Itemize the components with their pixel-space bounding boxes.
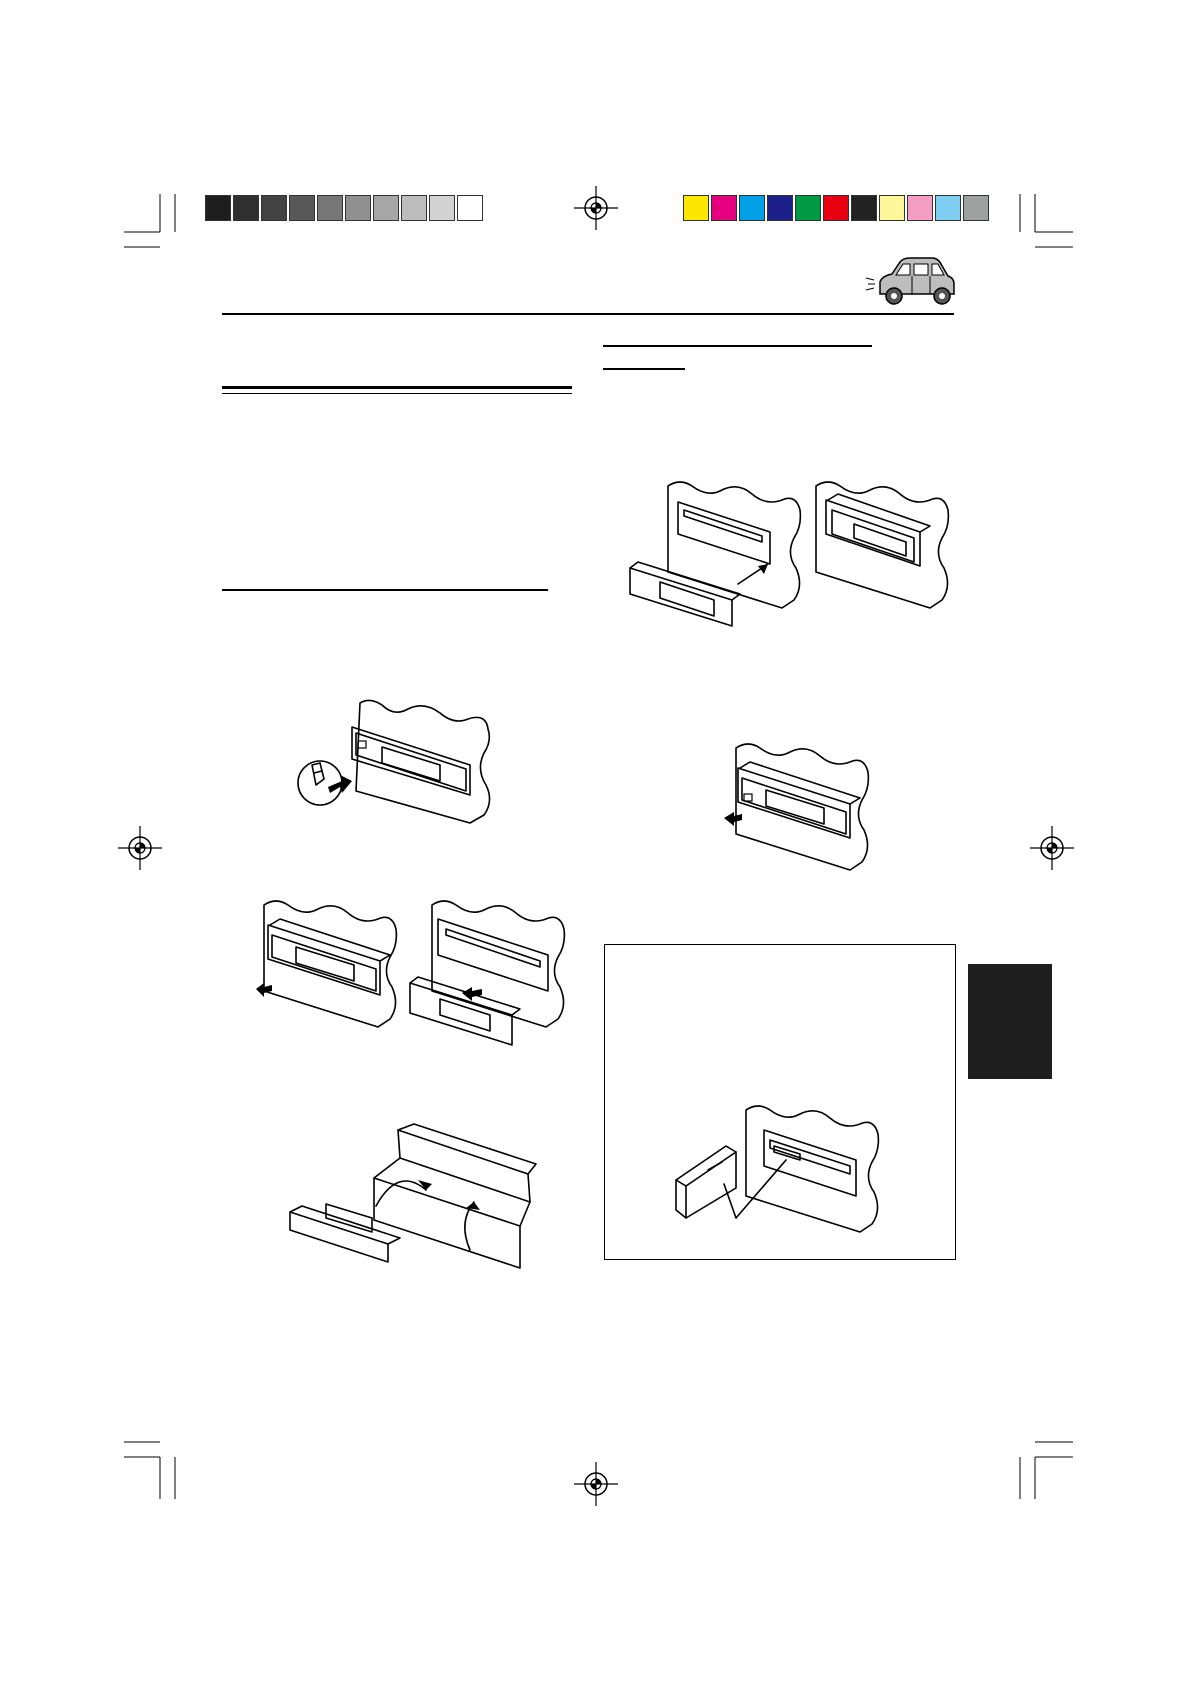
color-swatch [963, 195, 989, 221]
color-swatch [795, 195, 821, 221]
language-tab [968, 964, 1052, 1079]
gray-swatch [317, 195, 343, 221]
faceplate-lock-illustration [716, 738, 896, 888]
registration-mark-icon [574, 1462, 618, 1506]
color-swatch [683, 195, 709, 221]
gray-swatch [429, 195, 455, 221]
color-swatch [935, 195, 961, 221]
color-swatch [711, 195, 737, 221]
faceplate-case-illustration [290, 1130, 550, 1290]
gray-swatch [261, 195, 287, 221]
section-heading-rule [222, 386, 572, 389]
color-swatch [823, 195, 849, 221]
registration-mark-icon [118, 826, 162, 870]
registration-mark-icon [574, 186, 618, 230]
gray-swatch [457, 195, 483, 221]
gray-swatch [345, 195, 371, 221]
subheading-underline [222, 589, 548, 591]
color-swatch [767, 195, 793, 221]
header-rule [222, 313, 954, 315]
faceplate-attach-illustration [620, 480, 960, 630]
gray-swatch [289, 195, 315, 221]
section-heading-rule [222, 393, 572, 394]
registration-mark-icon [1030, 826, 1074, 870]
subheading-underline [603, 368, 685, 370]
subheading-underline [603, 345, 872, 347]
gray-swatch [233, 195, 259, 221]
car-icon [862, 254, 962, 310]
faceplate-release-button-illustration [290, 695, 510, 845]
gray-swatch [205, 195, 231, 221]
color-swatch [739, 195, 765, 221]
color-swatch [879, 195, 905, 221]
faceplate-detach-illustration [250, 895, 570, 1065]
faceplate-connector-illustration [676, 1100, 896, 1230]
gray-swatch [373, 195, 399, 221]
gray-swatch [401, 195, 427, 221]
color-swatch [907, 195, 933, 221]
color-swatch [851, 195, 877, 221]
